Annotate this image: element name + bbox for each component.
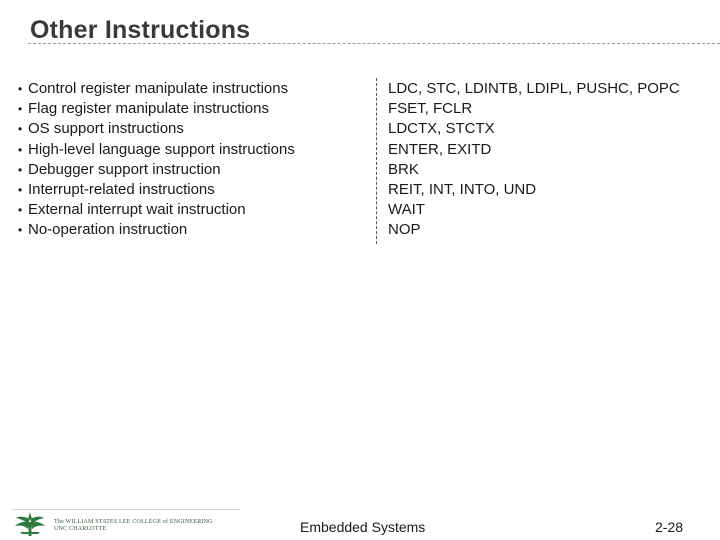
bullet-icon: •: [18, 82, 23, 96]
mnemonic-row: NOP: [388, 221, 421, 239]
page-number: 2-28: [655, 519, 684, 535]
mnemonic-row: ENTER, EXITD: [388, 140, 492, 158]
university-name-line: UNC CHARLOTTE: [54, 526, 107, 532]
mnemonic-row: FSET, FCLR: [388, 100, 473, 118]
category-label: External interrupt wait instruction: [28, 201, 246, 219]
list-item: [18, 99, 368, 119]
college-name-line: The WILLIAM STATES LEE COLLEGE of ENGINEERING: [54, 519, 213, 525]
category-label: Control register manipulate instructions: [28, 80, 289, 97]
bullet-icon: •: [18, 223, 23, 238]
bullet-icon: •: [18, 203, 23, 218]
list-item: [18, 180, 368, 200]
instruction-mnemonic-list: [388, 79, 718, 241]
category-label: Debugger support instruction: [28, 160, 221, 178]
slide-title: Other Instructions: [30, 16, 251, 44]
mnemonic-row: LDCTX, STCTX: [388, 120, 495, 138]
bullet-icon: •: [18, 183, 23, 198]
mnemonic-row: LDC, STC, LDINTB, LDIPL, PUSHC, POPC: [388, 80, 680, 97]
list-item: [18, 119, 368, 139]
mnemonic-row: REIT, INT, INTO, UND: [388, 181, 537, 199]
list-item: [18, 200, 368, 220]
category-label: OS support instructions: [28, 120, 184, 138]
list-item: [18, 79, 368, 99]
mnemonic-row: WAIT: [388, 201, 425, 219]
bullet-icon: •: [18, 142, 23, 157]
list-item: [18, 160, 368, 180]
course-name: Embedded Systems: [300, 519, 426, 535]
category-label: Interrupt-related instructions: [28, 181, 215, 199]
mnemonic-row: BRK: [388, 160, 419, 178]
list-item: [18, 140, 368, 160]
category-label: High-level language support instructions: [28, 140, 295, 158]
instruction-category-list: [18, 79, 368, 241]
bullet-icon: •: [18, 102, 23, 117]
bullet-icon: •: [18, 162, 23, 177]
list-item: [18, 220, 368, 240]
college-logo-icon: [12, 510, 48, 538]
category-label: Flag register manipulate instructions: [28, 100, 269, 118]
bullet-icon: •: [18, 122, 23, 137]
college-name: [54, 519, 244, 533]
title-divider: [28, 43, 720, 44]
column-divider: [376, 78, 377, 244]
category-label: No-operation instruction: [28, 221, 188, 239]
